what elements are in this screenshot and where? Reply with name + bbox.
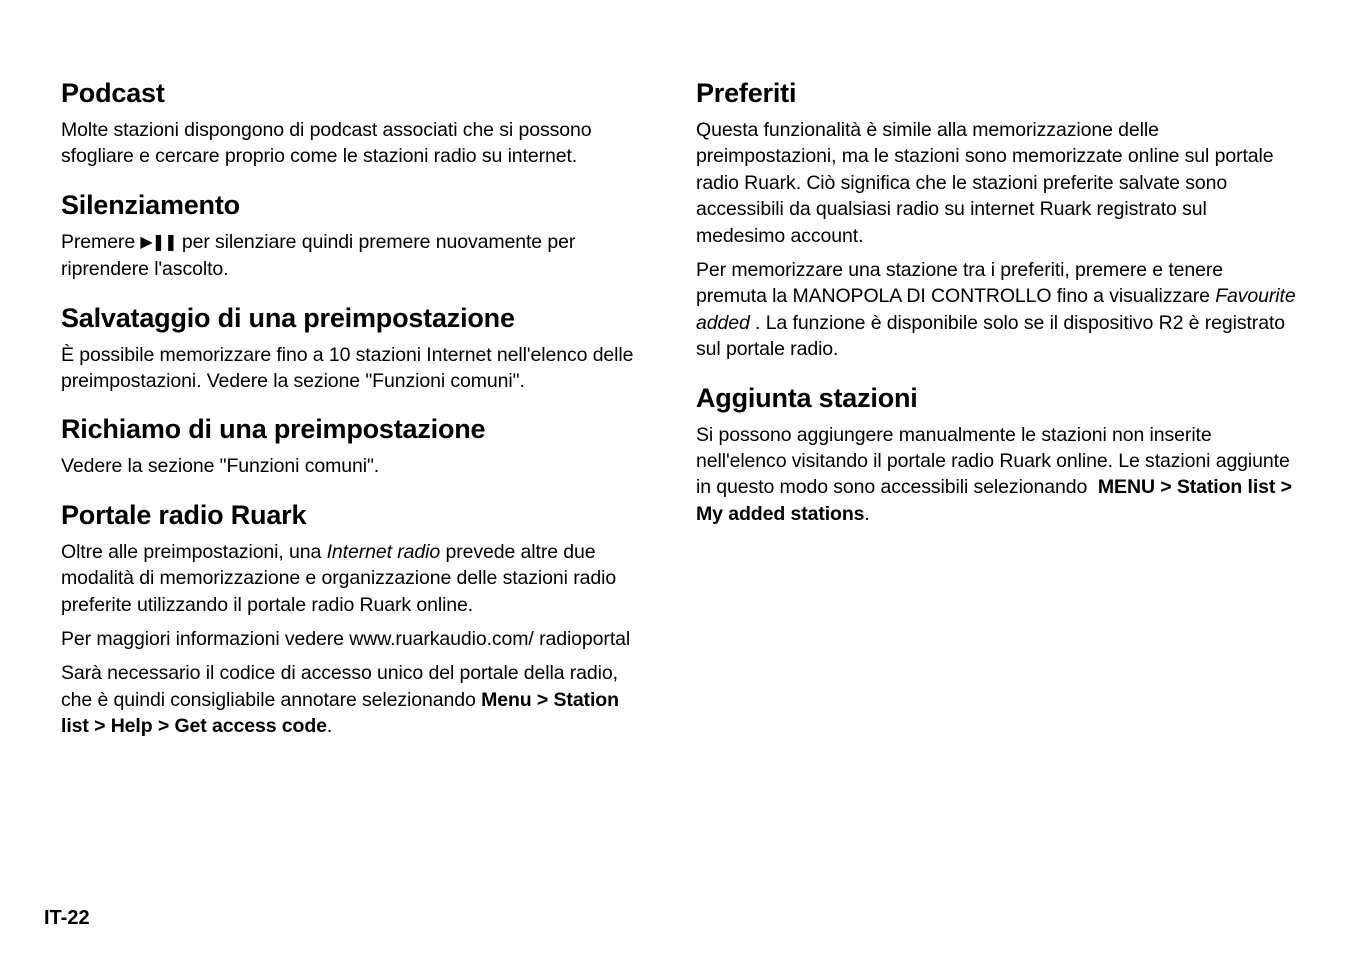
recall-preset-text: Vedere la sezione "Funzioni comuni". xyxy=(61,455,380,478)
mute-text-after: per silenziare quindi premere nuovamente per riprendere l'ascolto. xyxy=(61,230,576,281)
portal-heading: Portale radio Ruark xyxy=(61,499,307,530)
podcast-section xyxy=(61,76,636,170)
add-stations-heading: Aggiunta stazioni xyxy=(696,382,918,413)
favourites-paragraph-1: Questa funzionalità è simile alla memorizzazione delle preimpostazioni, ma le stazioni sono memorizzate online sul portale radio Ruark. Ciò significa che le stazioni preferite salvate sono accessibili da qualsiasi radio su internet Ruark registrato sul medesimo account. xyxy=(696,119,1274,247)
recall-preset-heading: Richiamo di una preimpostazione xyxy=(61,414,486,445)
favourite-added-term: Favourite added xyxy=(696,285,1296,334)
page-number: IT-22 xyxy=(44,907,90,929)
added-stations-menu-path: MENU > Station list > My added stations xyxy=(696,476,1292,525)
add-stations-text xyxy=(696,422,1296,528)
mute-heading: Silenziamento xyxy=(61,189,240,220)
favourites-p2-before: Per memorizzare una stazione tra i preferiti, premere e tenere premuta la MANOPOLA DI CONTROLLO fino a visualizzare xyxy=(696,259,1224,308)
add-stations-before: Si possono aggiungere manualmente le stazioni non inserite nell'elenco visitando il portale radio Ruark online. Le stazioni aggiunte in questo modo sono accessibili selezionando xyxy=(696,423,1296,499)
mute-text xyxy=(61,229,636,283)
portal-section xyxy=(61,498,636,740)
favourites-heading: Preferiti xyxy=(696,78,797,108)
left-column xyxy=(61,76,636,748)
right-column xyxy=(696,76,1296,535)
portal-p3-before: Sarà necessario il codice di accesso unico del portale della radio, che è quindi consigliabile annotare selezionando xyxy=(61,662,618,711)
portal-p1-after: prevede altre due modalità di memorizzazione e organizzazione delle stazioni radio preferite utilizzando il portale radio Ruark online. xyxy=(61,540,617,616)
podcast-text: Molte stazioni dispongono di podcast associati che si possono sfogliare e cercare proprio come le stazioni radio su internet. xyxy=(61,119,592,168)
play-pause-icon: ▶❚❚ xyxy=(140,233,177,251)
add-stations-after: . xyxy=(864,502,870,525)
portal-paragraph-2: Per maggiori informazioni vedere www.ruarkaudio.com/ radioportal xyxy=(61,628,631,651)
mute-text-before: Premere xyxy=(61,230,141,253)
save-preset-text: È possibile memorizzare fino a 10 stazioni Internet nell'elenco delle preimpostazioni. Vedere la sezione "Funzioni comuni". xyxy=(61,343,634,393)
save-preset-heading: Salvataggio di una preimpostazione xyxy=(61,302,515,333)
internet-radio-term: Internet radio xyxy=(326,540,441,563)
portal-p3-after: . xyxy=(326,715,333,738)
portal-paragraph-1 xyxy=(61,539,636,618)
podcast-heading: Podcast xyxy=(61,78,165,108)
add-stations-section xyxy=(696,381,1296,528)
favourites-p2-after: . La funzione è disponibile solo se il dispositivo R2 è registrato sul portale radio. xyxy=(696,311,1286,361)
access-code-menu-path: Menu > Station list > Help > Get access code xyxy=(61,688,619,738)
portal-p1-before: Oltre alle preimpostazioni, una xyxy=(61,540,327,563)
mute-section xyxy=(61,188,636,283)
portal-paragraph-3 xyxy=(61,660,636,739)
save-preset-section xyxy=(61,301,636,395)
recall-preset-section xyxy=(61,412,636,479)
favourites-section xyxy=(696,76,1296,363)
favourites-paragraph-2 xyxy=(696,257,1296,363)
